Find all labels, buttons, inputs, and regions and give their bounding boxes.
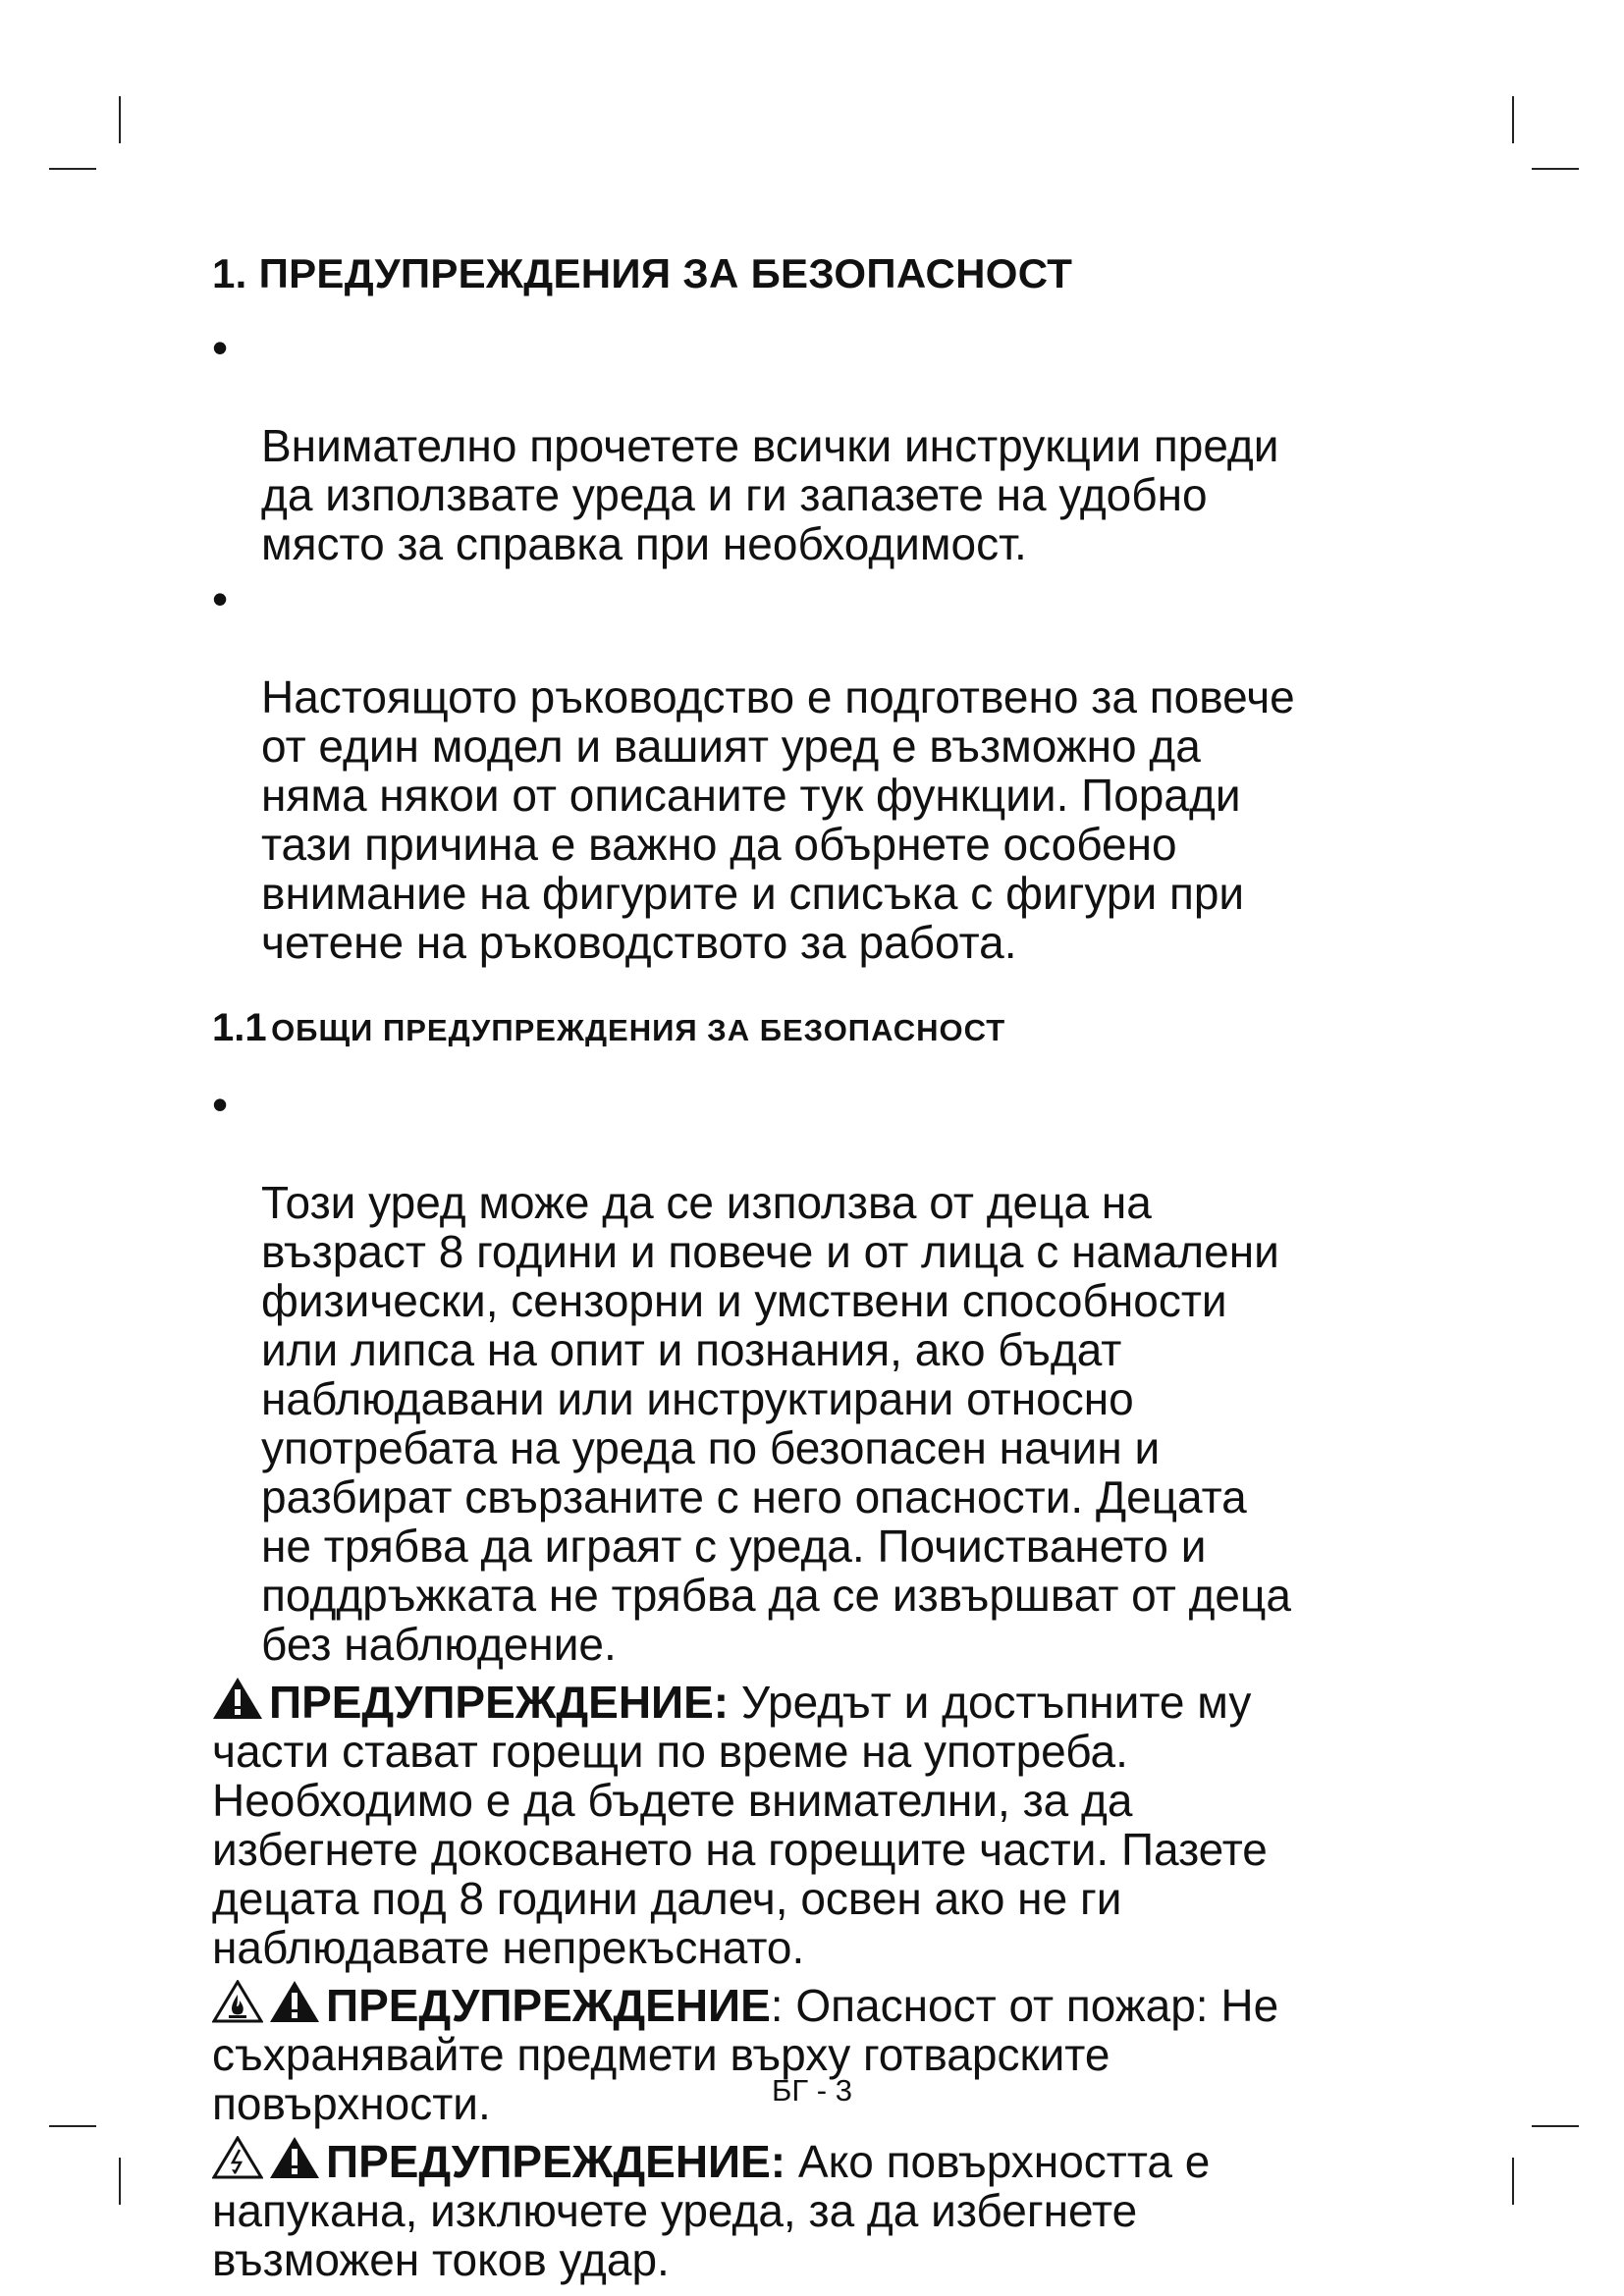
electric-shock-icon (212, 2136, 263, 2179)
warning-icon (269, 2136, 320, 2179)
warning-label: ПРЕДУПРЕЖДЕНИЕ: (326, 2136, 786, 2187)
warning-icon (269, 1980, 320, 2023)
subheading-text: ОБЩИ ПРЕДУПРЕЖДЕНИЯ ЗА БЕЗОПАСНОСТ (271, 1013, 1006, 1047)
page-title: 1. ПРЕДУПРЕЖДЕНИЯ ЗА БЕЗОПАСНОСТ (212, 250, 1073, 296)
warning-label: ПРЕДУПРЕЖДЕНИЕ: (269, 1677, 730, 1728)
crop-mark (1532, 2125, 1579, 2127)
warning-block (212, 2136, 1415, 2284)
warning-text: Ако повърхността е напукана, изключете уреда, за да избегнете възможен токов удар. (212, 2136, 1211, 2285)
list-item-text: Внимателно прочетете всички инструкции преди да използвате уреда и ги запазете на удобно място за справка при необходимост. (261, 420, 1279, 569)
crop-mark (49, 2125, 96, 2127)
bullet-icon: • (212, 322, 229, 373)
crop-mark (119, 96, 121, 143)
warning-icon (212, 1677, 263, 1720)
page-content (212, 250, 1415, 2288)
warning-label: ПРЕДУПРЕЖДЕНИЕ (326, 1980, 771, 2031)
list-item (212, 323, 1415, 568)
warning-block (212, 1677, 1415, 1972)
bullet-icon: • (212, 573, 229, 624)
warning-text: : Опасност от пожар: Не съхранявайте предмети върху готварските повърхности. (212, 1980, 1279, 2129)
list-item-text: Настоящото ръководство е подготвено за повече от един модел и вашият уред е възможно да няма някои от описаните тук функции. Поради тази причина е важно да обърнете особено внимание на фигурите и списъка с фигури при четене на ръководството за работа. (261, 671, 1295, 968)
page-number: БГ - 3 (772, 2073, 852, 2108)
subheading-number: 1.1 (212, 1006, 267, 1049)
crop-mark (119, 2158, 121, 2205)
crop-mark (49, 168, 96, 170)
crop-mark (1532, 168, 1579, 170)
list-item (212, 574, 1415, 967)
crop-mark (1512, 96, 1514, 143)
bullet-icon: • (212, 1079, 229, 1130)
list-item (212, 1080, 1415, 1669)
section-subheading (212, 1006, 1415, 1050)
list-item-text: Този уред може да се използва от деца на възраст 8 години и повече и от лица с намалени физически, сензорни и умствени способности или липса на опит и познания, ако бъдат наблюдавани или инструктирани относно употребата на уреда по безопасен начин и разбират свързаните с него опасности. Децата не трябва да играят с уреда. Почистването и поддръжката не трябва да се извършват от деца без наблюдение. (261, 1177, 1291, 1670)
warning-text: Уредът и достъпните му части стават горещи по време на употреба. Необходимо е да бъдете внимателни, за да избегнете докосването на горещите части. Пазете децата под 8 години далеч, освен ако не ги наблюдавате непрекъснато. (212, 1677, 1268, 1973)
fire-hazard-icon (212, 1980, 263, 2023)
crop-mark (1512, 2158, 1514, 2205)
